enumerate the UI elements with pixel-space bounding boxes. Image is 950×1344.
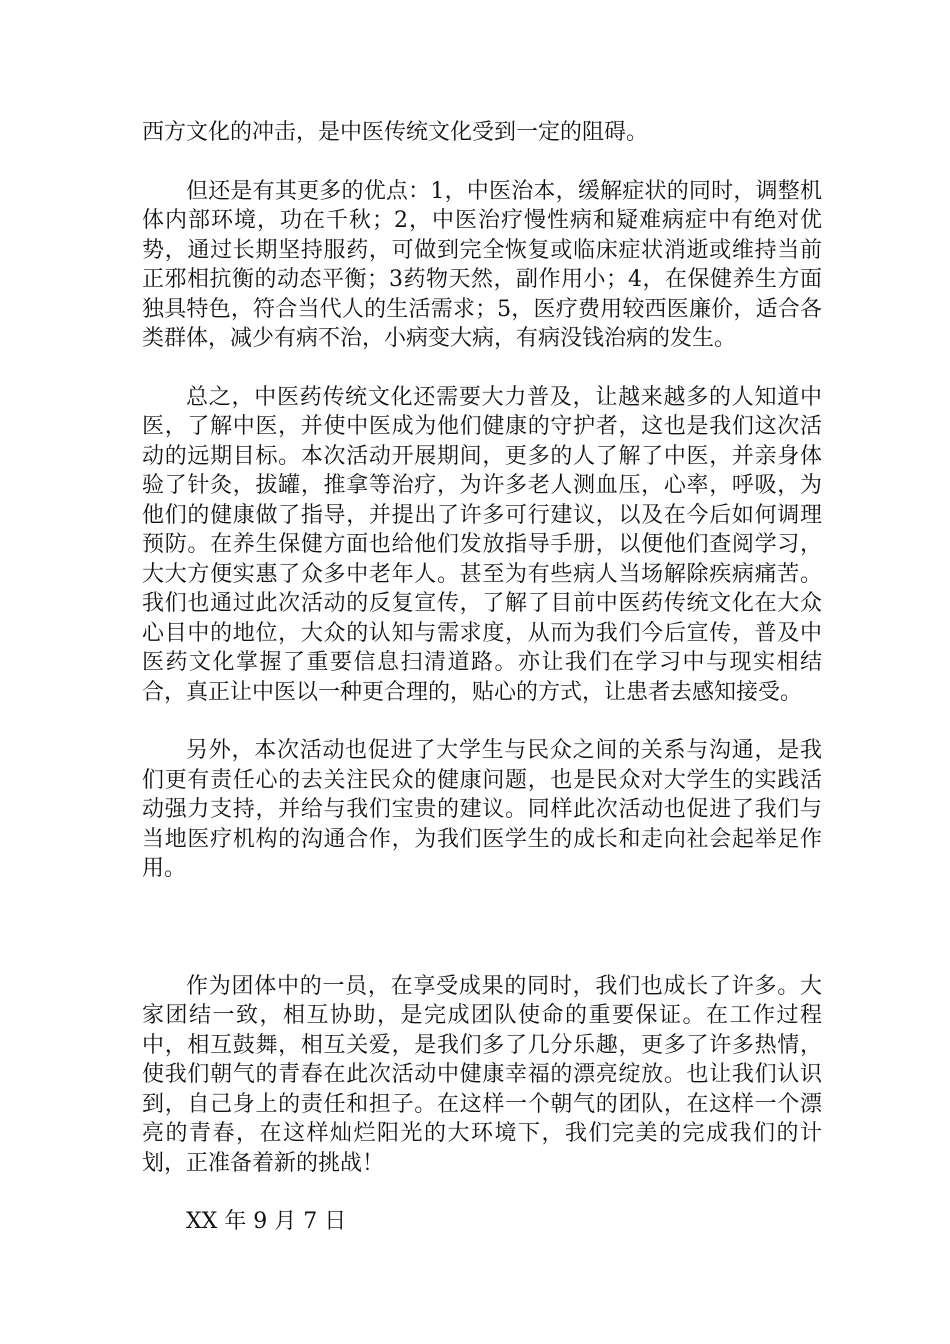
paragraph-3: 总之，中医药传统文化还需要大力普及，让越来越多的人知道中医，了解中医，并使中医成为他们健康的守护者，这也是我们这次活动的远期目标。本次活动开展期间，更多的人了解了中医，并亲身体验了针灸，拔罐，推拿等治疗，为许多老人测血压，心率，呼吸，为他们的健康做了指导，并提出了许多可行建议，以及在今后如何调理预防。在养生保健方面也给他们发放指导手册，以便他们查阅学习，大大方便实惠了众多中老年人。甚至为有些病人当场解除疾病痛苦。我们也通过此次活动的反复宣传，了解了目前中医药传统文化在大众心目中的地位，大众的认知与需求度，从而为我们今后宣传，普及中医药文化掌握了重要信息扫清道路。亦让我们在学习中与现实相结合，真正让中医以一种更合理的，贴心的方式，让患者去感知接受。 bbox=[142, 384, 822, 705]
paragraph-4: 另外，本次活动也促进了大学生与民众之间的关系与沟通，是我们更有责任心的去关注民众的健康问题，也是民众对大学生的实践活动强力支持，并给与我们宝贵的建议。同样此次活动也促进了我们与当地医疗机构的沟通合作，为我们医学生的成长和走向社会起举足作用。 bbox=[142, 738, 822, 881]
paragraph-1: 西方文化的冲击，是中医传统文化受到一定的阻碍。 bbox=[142, 120, 649, 145]
document-date: XX 年 9 月 7 日 bbox=[186, 1209, 347, 1234]
paragraph-2: 但还是有其更多的优点：1，中医治本，缓解症状的同时，调整机体内部环境，功在千秋；2，中医治疗慢性病和疑难病症中有绝对优势，通过长期坚持服药，可做到完全恢复或临床症状消逝或维持当前正邪相抗衡的动态平衡；3药物天然，副作用小；4，在保健养生方面独具特色，符合当代人的生活需求；5，医疗费用较西医廉价，适合各类群体，减少有病不治，小病变大病，有病没钱治病的发生。 bbox=[142, 178, 822, 351]
document-body bbox=[142, 118, 822, 1237]
paragraph-5: 作为团体中的一员，在享受成果的同时，我们也成长了许多。大家团结一致，相互协助，是完成团队使命的重要保证。在工作过程中，相互鼓舞，相互关爱，是我们多了几分乐趣，更多了许多热情，使我们朝气的青春在此次活动中健康幸福的漂亮绽放。也让我们认识到，自己身上的责任和担子。在这样一个朝气的团队，在这样一个漂亮的青春，在这样灿烂阳光的大环境下，我们完美的完成我们的计划，正准备着新的挑战！ bbox=[142, 973, 822, 1176]
